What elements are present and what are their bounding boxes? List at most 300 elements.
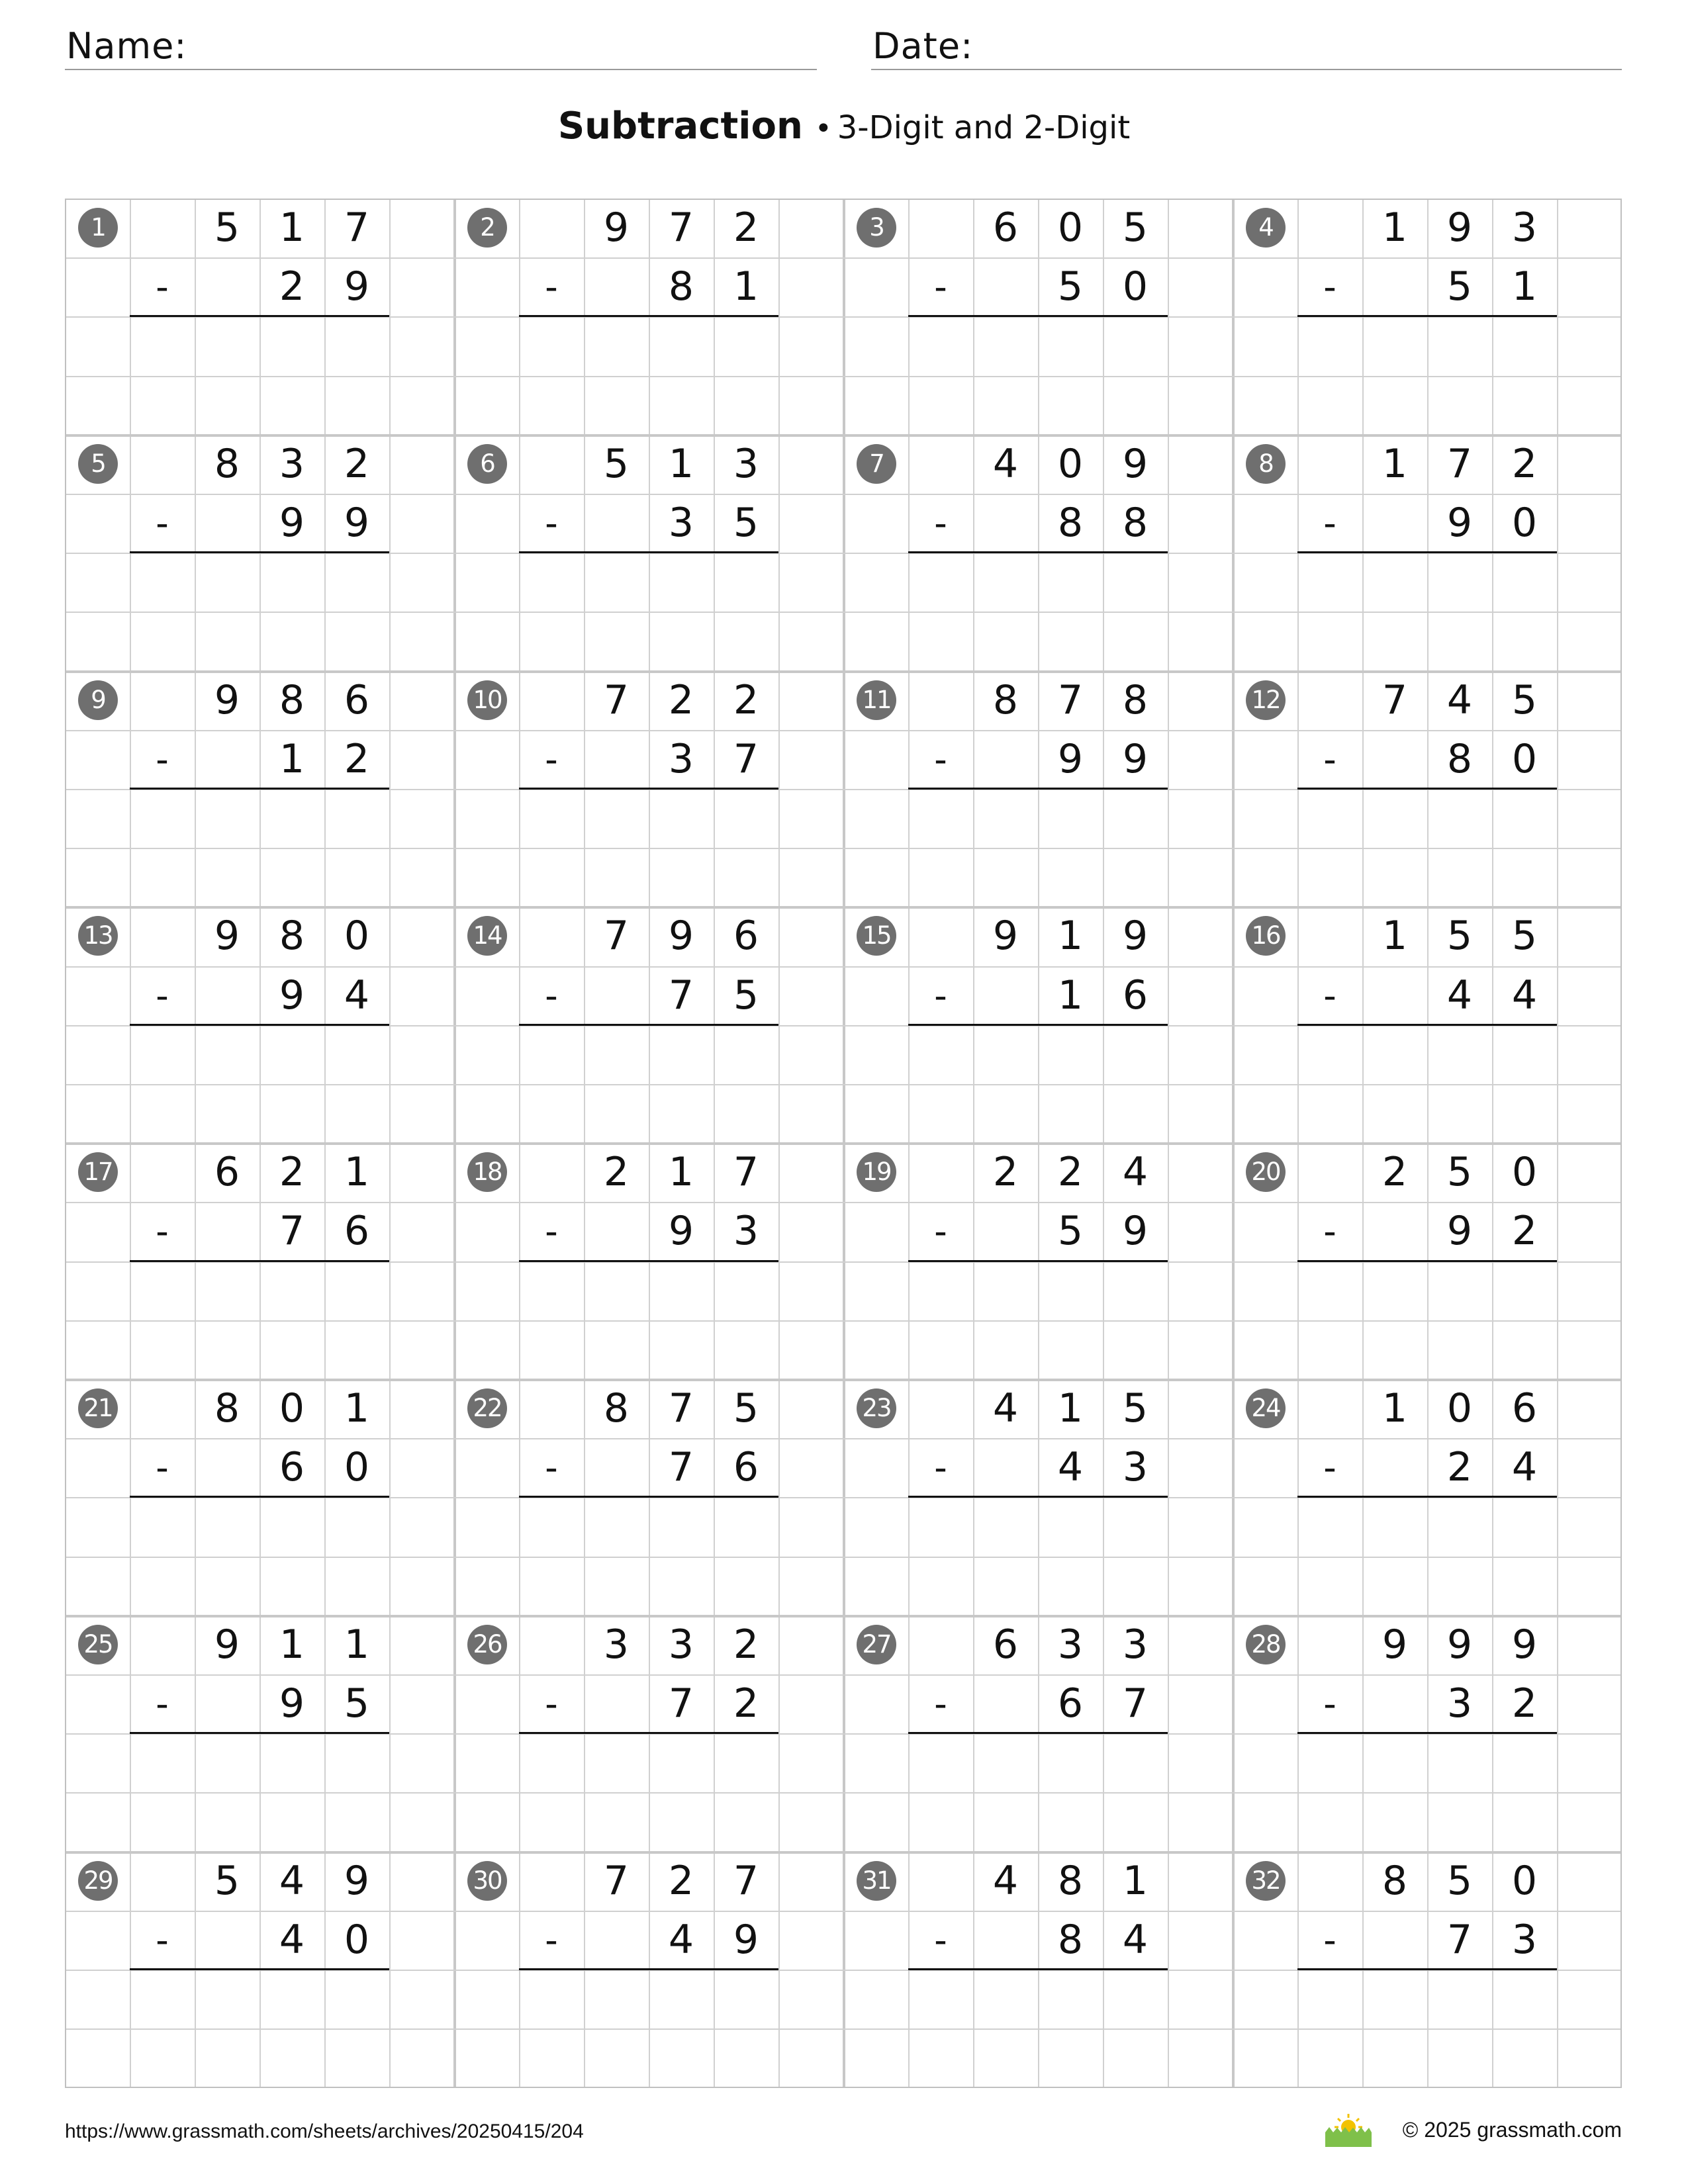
minus-sign: - xyxy=(934,1210,947,1253)
answer-line xyxy=(130,1260,389,1262)
answer-line xyxy=(519,1732,778,1734)
problem-cell xyxy=(454,435,843,671)
minus-sign: - xyxy=(545,502,558,544)
subtrahend-digit: 4 xyxy=(344,972,370,1019)
minus-sign: - xyxy=(934,1447,947,1489)
problem-number-badge: 25 xyxy=(78,1625,118,1664)
minuend-digit: 1 xyxy=(279,205,305,251)
minuend-digit: 5 xyxy=(1511,913,1538,960)
problem-cell xyxy=(843,435,1233,671)
answer-line xyxy=(1297,1260,1557,1262)
subtrahend-digit: 7 xyxy=(668,1444,694,1491)
subtrahend-digit: 5 xyxy=(1446,263,1473,310)
problem-cell xyxy=(1233,1143,1622,1379)
subtrahend-digit: 0 xyxy=(1122,263,1149,310)
problem-cell xyxy=(65,199,454,435)
minuend-digit: 3 xyxy=(733,440,759,487)
minuend-digit: 3 xyxy=(279,440,305,487)
problem-number-badge: 30 xyxy=(467,1861,507,1901)
answer-line xyxy=(519,1968,778,1970)
answer-line xyxy=(519,1496,778,1498)
minuend-digit: 1 xyxy=(1122,1857,1149,1904)
minuend-digit: 3 xyxy=(1511,205,1538,251)
minuend-digit: 8 xyxy=(214,440,240,487)
footer-url: https://www.grassmath.com/sheets/archives/20250415/204 xyxy=(65,2120,584,2142)
problem-number-badge: 24 xyxy=(1246,1388,1286,1428)
problem-number-badge: 4 xyxy=(1246,208,1286,248)
minuend-digit: 8 xyxy=(1122,676,1149,723)
subtrahend-digit: 7 xyxy=(279,1208,305,1255)
minuend-digit: 8 xyxy=(603,1385,630,1432)
answer-line xyxy=(519,315,778,317)
subtrahend-digit: 7 xyxy=(1122,1680,1149,1727)
minuend-digit: 0 xyxy=(1057,440,1084,487)
minuend-digit: 7 xyxy=(733,1149,759,1196)
subtrahend-digit: 1 xyxy=(1057,972,1084,1019)
subtrahend-digit: 9 xyxy=(1446,1208,1473,1255)
minuend-digit: 9 xyxy=(214,676,240,723)
minuend-digit: 5 xyxy=(1446,1857,1473,1904)
title-separator: • xyxy=(814,112,832,146)
minuend-digit: 0 xyxy=(1057,205,1084,251)
minuend-digit: 0 xyxy=(1446,1385,1473,1432)
subtrahend-digit: 9 xyxy=(1057,735,1084,782)
minuend-digit: 8 xyxy=(1057,1857,1084,1904)
problem-number-badge: 1 xyxy=(78,208,118,248)
minuend-digit: 0 xyxy=(344,913,370,960)
problem-cell xyxy=(65,671,454,907)
minus-sign: - xyxy=(156,1682,169,1725)
minuend-digit: 7 xyxy=(1382,676,1408,723)
date-field[interactable] xyxy=(871,23,1622,70)
minuend-digit: 9 xyxy=(992,913,1019,960)
subtrahend-digit: 9 xyxy=(279,499,305,546)
minuend-digit: 8 xyxy=(279,676,305,723)
problem-number-badge: 7 xyxy=(857,444,896,484)
problem-number-badge: 18 xyxy=(467,1152,507,1192)
minuend-digit: 5 xyxy=(214,205,240,251)
problem-cell xyxy=(65,907,454,1143)
worksheet-title xyxy=(0,105,1688,148)
minuend-digit: 0 xyxy=(279,1385,305,1432)
subtrahend-digit: 0 xyxy=(344,1444,370,1491)
subtrahend-digit: 8 xyxy=(1446,735,1473,782)
answer-line xyxy=(908,1024,1168,1026)
minuend-digit: 9 xyxy=(1382,1621,1408,1668)
subtrahend-digit: 0 xyxy=(344,1916,370,1963)
minuend-digit: 4 xyxy=(992,440,1019,487)
problem-number-badge: 2 xyxy=(467,208,507,248)
minuend-digit: 1 xyxy=(279,1621,305,1668)
subtrahend-digit: 6 xyxy=(1122,972,1149,1019)
problem-cell xyxy=(1233,1852,1622,2088)
problem-number-badge: 13 xyxy=(78,916,118,956)
problem-cell xyxy=(454,907,843,1143)
title-subtitle: 3-Digit and 2-Digit xyxy=(837,109,1131,146)
problem-number-badge: 20 xyxy=(1246,1152,1286,1192)
problem-cell xyxy=(843,1615,1233,1852)
minuend-digit: 7 xyxy=(668,1385,694,1432)
minus-sign: - xyxy=(545,1682,558,1725)
subtrahend-digit: 4 xyxy=(1511,972,1538,1019)
problem-number-badge: 28 xyxy=(1246,1625,1286,1664)
answer-line xyxy=(908,1260,1168,1262)
subtrahend-digit: 5 xyxy=(733,499,759,546)
subtrahend-digit: 9 xyxy=(1122,735,1149,782)
minuend-digit: 6 xyxy=(214,1149,240,1196)
problem-number-badge: 3 xyxy=(857,208,896,248)
minuend-digit: 0 xyxy=(1511,1857,1538,1904)
minus-sign: - xyxy=(934,1919,947,1961)
minus-sign: - xyxy=(1323,266,1336,308)
problem-cell xyxy=(454,1852,843,2088)
problem-cell xyxy=(843,1143,1233,1379)
problem-number-badge: 29 xyxy=(78,1861,118,1901)
answer-line xyxy=(519,1260,778,1262)
minuend-digit: 1 xyxy=(1057,1385,1084,1432)
minuend-digit: 7 xyxy=(1057,676,1084,723)
problem-cell xyxy=(65,1143,454,1379)
name-field[interactable] xyxy=(65,23,817,70)
answer-line xyxy=(908,1732,1168,1734)
problem-number-badge: 14 xyxy=(467,916,507,956)
minuend-digit: 9 xyxy=(214,913,240,960)
minuend-digit: 7 xyxy=(603,1857,630,1904)
subtrahend-digit: 9 xyxy=(733,1916,759,1963)
problem-cell xyxy=(1233,907,1622,1143)
minuend-digit: 8 xyxy=(214,1385,240,1432)
minuend-digit: 1 xyxy=(1382,205,1408,251)
answer-line xyxy=(1297,551,1557,553)
minuend-digit: 5 xyxy=(1446,1149,1473,1196)
subtrahend-digit: 3 xyxy=(733,1208,759,1255)
minuend-digit: 2 xyxy=(733,1621,759,1668)
problem-cell xyxy=(1233,671,1622,907)
minus-sign: - xyxy=(156,738,169,780)
answer-line xyxy=(908,1968,1168,1970)
subtrahend-digit: 7 xyxy=(668,972,694,1019)
answer-line xyxy=(1297,1732,1557,1734)
subtrahend-digit: 2 xyxy=(733,1680,759,1727)
problem-cell xyxy=(1233,435,1622,671)
minuend-digit: 1 xyxy=(1382,1385,1408,1432)
minuend-digit: 9 xyxy=(1122,913,1149,960)
subtrahend-digit: 0 xyxy=(1511,499,1538,546)
minuend-digit: 5 xyxy=(1511,676,1538,723)
minuend-digit: 6 xyxy=(1511,1385,1538,1432)
minuend-digit: 2 xyxy=(733,676,759,723)
minus-sign: - xyxy=(1323,502,1336,544)
minuend-digit: 6 xyxy=(733,913,759,960)
answer-line xyxy=(519,1024,778,1026)
subtrahend-digit: 9 xyxy=(344,263,370,310)
minuend-digit: 7 xyxy=(603,676,630,723)
footer-copyright: © 2025 grassmath.com xyxy=(1402,2118,1622,2142)
minuend-digit: 2 xyxy=(992,1149,1019,1196)
problem-cell xyxy=(1233,199,1622,435)
minuend-digit: 9 xyxy=(668,913,694,960)
subtrahend-digit: 2 xyxy=(1446,1444,1473,1491)
subtrahend-digit: 0 xyxy=(1511,735,1538,782)
problem-cell xyxy=(843,907,1233,1143)
answer-line xyxy=(519,788,778,790)
minuend-digit: 5 xyxy=(1122,205,1149,251)
minuend-digit: 2 xyxy=(1057,1149,1084,1196)
minuend-digit: 9 xyxy=(1446,1621,1473,1668)
minuend-digit: 9 xyxy=(1511,1621,1538,1668)
problem-number-badge: 6 xyxy=(467,444,507,484)
problem-cell xyxy=(454,1143,843,1379)
subtrahend-digit: 4 xyxy=(1122,1916,1149,1963)
problem-number-badge: 32 xyxy=(1246,1861,1286,1901)
subtrahend-digit: 7 xyxy=(668,1680,694,1727)
subtrahend-digit: 3 xyxy=(668,499,694,546)
subtrahend-digit: 1 xyxy=(1511,263,1538,310)
problem-cell xyxy=(454,671,843,907)
problem-number-badge: 11 xyxy=(857,680,896,720)
minuend-digit: 5 xyxy=(733,1385,759,1432)
minus-sign: - xyxy=(545,1919,558,1961)
subtrahend-digit: 3 xyxy=(1122,1444,1149,1491)
problem-cell xyxy=(65,1852,454,2088)
problem-cell xyxy=(843,199,1233,435)
minuend-digit: 8 xyxy=(1382,1857,1408,1904)
problem-cell xyxy=(454,1615,843,1852)
minuend-digit: 2 xyxy=(668,676,694,723)
problem-number-badge: 31 xyxy=(857,1861,896,1901)
answer-line xyxy=(1297,1496,1557,1498)
minus-sign: - xyxy=(934,738,947,780)
subtrahend-digit: 6 xyxy=(1057,1680,1084,1727)
answer-line xyxy=(1297,315,1557,317)
problem-cell xyxy=(65,1615,454,1852)
minus-sign: - xyxy=(156,1210,169,1253)
subtrahend-digit: 7 xyxy=(733,735,759,782)
minuend-digit: 9 xyxy=(214,1621,240,1668)
problem-number-badge: 5 xyxy=(78,444,118,484)
subtrahend-digit: 3 xyxy=(668,735,694,782)
minus-sign: - xyxy=(1323,1210,1336,1253)
minuend-digit: 9 xyxy=(1122,440,1149,487)
answer-line xyxy=(1297,1024,1557,1026)
answer-line xyxy=(908,788,1168,790)
minuend-digit: 2 xyxy=(668,1857,694,1904)
minuend-digit: 1 xyxy=(668,1149,694,1196)
minuend-digit: 7 xyxy=(344,205,370,251)
subtrahend-digit: 8 xyxy=(1057,1916,1084,1963)
minuend-digit: 4 xyxy=(1446,676,1473,723)
answer-line xyxy=(1297,788,1557,790)
minuend-digit: 3 xyxy=(668,1621,694,1668)
minus-sign: - xyxy=(156,502,169,544)
minuend-digit: 2 xyxy=(279,1149,305,1196)
minuend-digit: 8 xyxy=(279,913,305,960)
minus-sign: - xyxy=(156,1447,169,1489)
minuend-digit: 3 xyxy=(603,1621,630,1668)
problem-cell xyxy=(1233,1379,1622,1615)
problem-cell xyxy=(843,671,1233,907)
minus-sign: - xyxy=(545,1210,558,1253)
subtrahend-digit: 5 xyxy=(1057,1208,1084,1255)
minuend-digit: 1 xyxy=(668,440,694,487)
minuend-digit: 2 xyxy=(603,1149,630,1196)
minuend-digit: 7 xyxy=(733,1857,759,1904)
subtrahend-digit: 2 xyxy=(1511,1208,1538,1255)
subtrahend-digit: 5 xyxy=(1057,263,1084,310)
minuend-digit: 3 xyxy=(1057,1621,1084,1668)
problem-number-badge: 10 xyxy=(467,680,507,720)
minus-sign: - xyxy=(156,974,169,1017)
problem-cell xyxy=(1233,1615,1622,1852)
subtrahend-digit: 1 xyxy=(279,735,305,782)
minus-sign: - xyxy=(156,266,169,308)
minuend-digit: 0 xyxy=(1511,1149,1538,1196)
minuend-digit: 3 xyxy=(1122,1621,1149,1668)
answer-line xyxy=(130,1024,389,1026)
subtrahend-digit: 4 xyxy=(1057,1444,1084,1491)
minuend-digit: 9 xyxy=(344,1857,370,1904)
minuend-digit: 4 xyxy=(992,1857,1019,1904)
problem-number-badge: 26 xyxy=(467,1625,507,1664)
title-main: Subtraction xyxy=(557,105,803,148)
subtrahend-digit: 4 xyxy=(1446,972,1473,1019)
minuend-digit: 7 xyxy=(603,913,630,960)
answer-line xyxy=(519,551,778,553)
answer-line xyxy=(908,1496,1168,1498)
problem-cell xyxy=(65,435,454,671)
answer-line xyxy=(130,1968,389,1970)
minus-sign: - xyxy=(1323,1447,1336,1489)
problem-number-badge: 23 xyxy=(857,1388,896,1428)
subtrahend-digit: 7 xyxy=(1446,1916,1473,1963)
answer-line xyxy=(1297,1968,1557,1970)
problem-cell xyxy=(454,199,843,435)
minuend-digit: 1 xyxy=(344,1621,370,1668)
problem-cell xyxy=(454,1379,843,1615)
subtrahend-digit: 2 xyxy=(344,735,370,782)
minuend-digit: 5 xyxy=(1122,1385,1149,1432)
problem-number-badge: 27 xyxy=(857,1625,896,1664)
minus-sign: - xyxy=(1323,974,1336,1017)
minuend-digit: 5 xyxy=(214,1857,240,1904)
minuend-digit: 4 xyxy=(992,1385,1019,1432)
minus-sign: - xyxy=(934,974,947,1017)
minus-sign: - xyxy=(545,974,558,1017)
minus-sign: - xyxy=(934,266,947,308)
minuend-digit: 7 xyxy=(668,205,694,251)
problem-cell xyxy=(843,1852,1233,2088)
minus-sign: - xyxy=(545,738,558,780)
subtrahend-digit: 9 xyxy=(1122,1208,1149,1255)
problem-number-badge: 19 xyxy=(857,1152,896,1192)
answer-line xyxy=(130,1496,389,1498)
minus-sign: - xyxy=(934,502,947,544)
answer-line xyxy=(130,315,389,317)
subtrahend-digit: 4 xyxy=(668,1916,694,1963)
minuend-digit: 2 xyxy=(1382,1149,1408,1196)
subtrahend-digit: 1 xyxy=(733,263,759,310)
subtrahend-digit: 4 xyxy=(279,1916,305,1963)
minuend-digit: 8 xyxy=(992,676,1019,723)
minuend-digit: 5 xyxy=(1446,913,1473,960)
problem-number-badge: 15 xyxy=(857,916,896,956)
subtrahend-digit: 5 xyxy=(733,972,759,1019)
minuend-digit: 9 xyxy=(603,205,630,251)
subtrahend-digit: 8 xyxy=(1057,499,1084,546)
minus-sign: - xyxy=(156,1919,169,1961)
answer-line xyxy=(130,551,389,553)
subtrahend-digit: 9 xyxy=(344,499,370,546)
minuend-digit: 1 xyxy=(344,1385,370,1432)
subtrahend-digit: 9 xyxy=(279,1680,305,1727)
minuend-digit: 6 xyxy=(344,676,370,723)
minus-sign: - xyxy=(1323,1919,1336,1961)
name-label: Name: xyxy=(66,25,187,67)
minuend-digit: 1 xyxy=(344,1149,370,1196)
minuend-digit: 1 xyxy=(1382,913,1408,960)
problem-number-badge: 8 xyxy=(1246,444,1286,484)
subtrahend-digit: 5 xyxy=(344,1680,370,1727)
problem-grid xyxy=(65,199,1622,2088)
minuend-digit: 7 xyxy=(1446,440,1473,487)
problem-cell xyxy=(843,1379,1233,1615)
minuend-digit: 1 xyxy=(1382,440,1408,487)
date-label: Date: xyxy=(872,25,974,67)
subtrahend-digit: 8 xyxy=(668,263,694,310)
problem-number-badge: 12 xyxy=(1246,680,1286,720)
minuend-digit: 6 xyxy=(992,1621,1019,1668)
subtrahend-digit: 9 xyxy=(1446,499,1473,546)
minus-sign: - xyxy=(545,1447,558,1489)
problem-number-badge: 22 xyxy=(467,1388,507,1428)
minuend-digit: 4 xyxy=(279,1857,305,1904)
minuend-digit: 6 xyxy=(992,205,1019,251)
subtrahend-digit: 6 xyxy=(733,1444,759,1491)
subtrahend-digit: 2 xyxy=(1511,1680,1538,1727)
subtrahend-digit: 8 xyxy=(1122,499,1149,546)
subtrahend-digit: 2 xyxy=(279,263,305,310)
subtrahend-digit: 9 xyxy=(668,1208,694,1255)
problem-number-badge: 21 xyxy=(78,1388,118,1428)
minuend-digit: 9 xyxy=(1446,205,1473,251)
minuend-digit: 5 xyxy=(603,440,630,487)
subtrahend-digit: 6 xyxy=(344,1208,370,1255)
answer-line xyxy=(130,788,389,790)
minus-sign: - xyxy=(1323,738,1336,780)
minuend-digit: 4 xyxy=(1122,1149,1149,1196)
answer-line xyxy=(908,315,1168,317)
problem-number-badge: 17 xyxy=(78,1152,118,1192)
minuend-digit: 2 xyxy=(1511,440,1538,487)
answer-line xyxy=(130,1732,389,1734)
subtrahend-digit: 6 xyxy=(279,1444,305,1491)
subtrahend-digit: 4 xyxy=(1511,1444,1538,1491)
problem-cell xyxy=(65,1379,454,1615)
subtrahend-digit: 3 xyxy=(1511,1916,1538,1963)
subtrahend-digit: 3 xyxy=(1446,1680,1473,1727)
problem-number-badge: 9 xyxy=(78,680,118,720)
minus-sign: - xyxy=(1323,1682,1336,1725)
problem-number-badge: 16 xyxy=(1246,916,1286,956)
answer-line xyxy=(908,551,1168,553)
minuend-digit: 2 xyxy=(344,440,370,487)
minuend-digit: 1 xyxy=(1057,913,1084,960)
grass-sun-logo-icon xyxy=(1321,2110,1376,2148)
minus-sign: - xyxy=(545,266,558,308)
minuend-digit: 2 xyxy=(733,205,759,251)
minus-sign: - xyxy=(934,1682,947,1725)
subtrahend-digit: 9 xyxy=(279,972,305,1019)
